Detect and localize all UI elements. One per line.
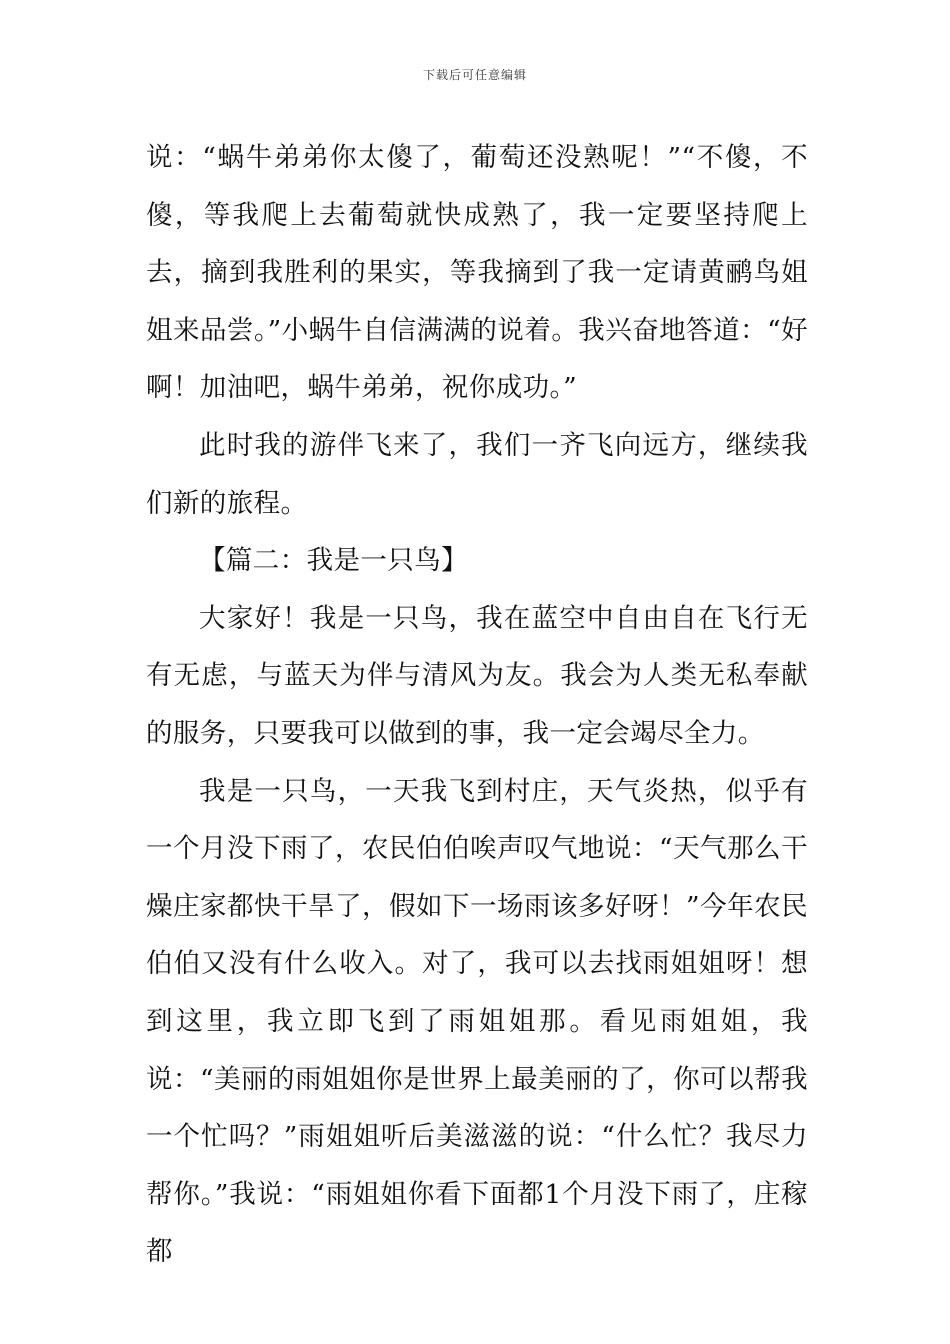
header-note: 下载后可任意编辑 bbox=[422, 68, 527, 82]
section-heading: 【篇二：我是一只鸟】 bbox=[199, 545, 468, 577]
document-body bbox=[146, 129, 808, 1281]
paragraph-journey: 此时我的游伴飞来了，我们一齐飞向远方，继续我们新的旅程。 bbox=[146, 429, 808, 519]
paragraph-village-rain: 我是一只鸟，一天我飞到村庄，天气炎热，似乎有一个月没下雨了，农民伯伯唉声叹气地说：“天气那么干燥庄家都快干旱了，假如下一场雨该多好呀！”今年农民伯伯又没有什么收入。对了，我可以去找雨姐姐呀！想到这里，我立即飞到了雨姐姐那。看见雨姐姐，我说：“美丽的雨姐姐你是世界上最美丽的了，你可以帮我一个忙吗？”雨姐姐听后美滋滋的说：“什么忙？我尽力帮你。”我说：“雨姐姐你看下面都1个月没下雨了，庄稼都 bbox=[146, 775, 808, 1268]
paragraph-snail-dialogue: 说：“蜗牛弟弟你太傻了，葡萄还没熟呢！”“不傻，不傻，等我爬上去葡萄就快成熟了，我一定要坚持爬上去，摘到我胜利的果实，等我摘到了我一定请黄鹂鸟姐姐来品尝。”小蜗牛自信满满的说着。我兴奋地答道：“好啊！加油吧，蜗牛弟弟，祝你成功。” bbox=[146, 142, 808, 404]
paragraph-intro-bird: 大家好！我是一只鸟，我在蓝空中自由自在飞行无有无虑，与蓝天为伴与清风为友。我会为人类无私奉献的服务，只要我可以做到的事，我一定会竭尽全力。 bbox=[146, 602, 808, 749]
